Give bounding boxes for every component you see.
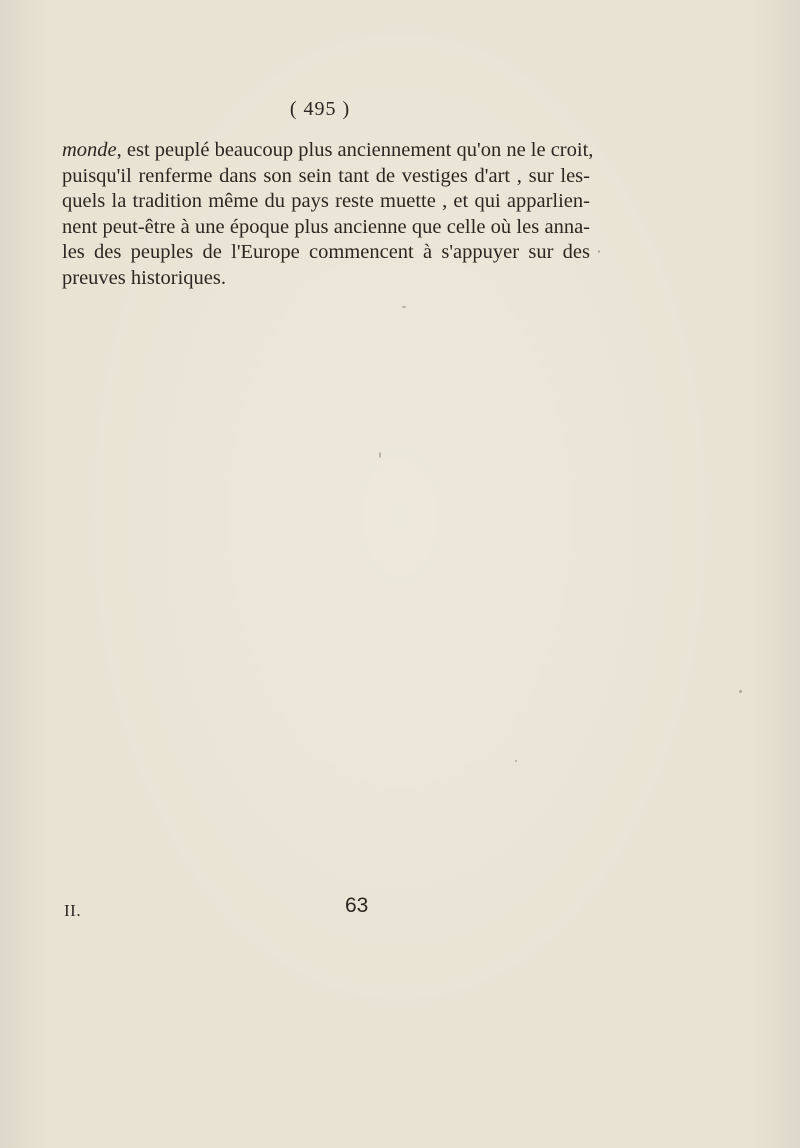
body-paragraph bbox=[62, 138, 594, 291]
text-line-1 bbox=[62, 138, 594, 164]
page-number: ( 495 ) bbox=[289, 98, 351, 120]
text-line-2: puisqu'il renferme dans son sein tant de vestiges d'art , sur les- bbox=[62, 164, 590, 187]
signature-mark: II. bbox=[64, 901, 82, 920]
paper-speck bbox=[598, 250, 600, 253]
italic-word: monde bbox=[62, 139, 117, 161]
paper-speck bbox=[379, 452, 381, 458]
paper-speck bbox=[515, 760, 517, 762]
paper-speck bbox=[402, 306, 406, 308]
text-line-3: quels la tradition même du pays reste muette , et qui apparlien- bbox=[62, 190, 590, 212]
signature-number: 63 bbox=[345, 894, 369, 917]
text-line-1-rest: , est peuplé beaucoup plus anciennement qu'on ne le croit, bbox=[116, 139, 594, 161]
text-line-4: nent peut-être à une époque plus ancienne que celle où les anna- bbox=[62, 215, 590, 238]
text-line-5: les des peuples de l'Europe commencent à s'appuyer sur des bbox=[62, 241, 590, 263]
text-line-6: preuves historiques. bbox=[62, 266, 226, 289]
paper-speck bbox=[739, 690, 742, 693]
